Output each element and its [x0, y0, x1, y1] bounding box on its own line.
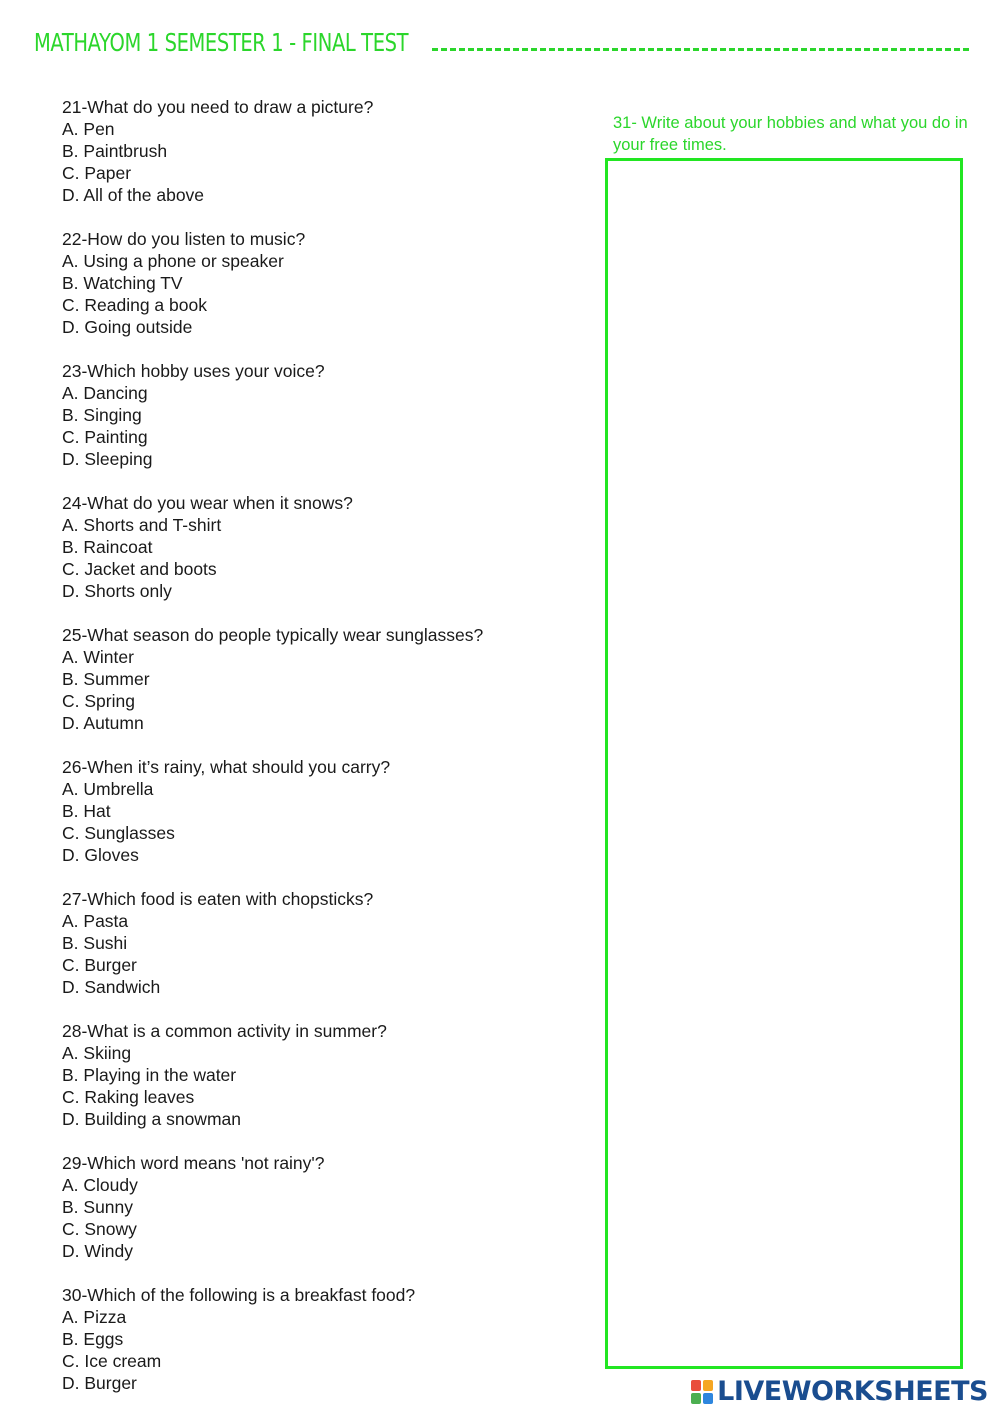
- option-c[interactable]: C. Reading a book: [62, 295, 207, 315]
- question-text: 23-Which hobby uses your voice?: [62, 361, 325, 381]
- option-c[interactable]: C. Jacket and boots: [62, 559, 217, 579]
- question-29: [62, 1152, 582, 1262]
- question-25: [62, 624, 582, 734]
- option-c[interactable]: C. Ice cream: [62, 1351, 162, 1371]
- header-dashed-line: [432, 48, 969, 51]
- question-22: [62, 228, 582, 338]
- question-text: 29-Which word means 'not rainy'?: [62, 1153, 325, 1173]
- question-text: 25-What season do people typically wear sunglasses?: [62, 625, 484, 645]
- liveworksheets-logo: [691, 1376, 988, 1407]
- option-a[interactable]: A. Winter: [62, 647, 134, 667]
- option-c[interactable]: C. Paper: [62, 163, 132, 183]
- option-a[interactable]: A. Using a phone or speaker: [62, 251, 284, 271]
- option-a[interactable]: A. Skiing: [62, 1043, 132, 1063]
- question-27: [62, 888, 582, 998]
- option-b[interactable]: B. Raincoat: [62, 537, 153, 557]
- option-b[interactable]: B. Sunny: [62, 1197, 134, 1217]
- question-text: 24-What do you wear when it snows?: [62, 493, 353, 513]
- option-c[interactable]: C. Burger: [62, 955, 137, 975]
- question-text: 30-Which of the following is a breakfast food?: [62, 1285, 416, 1305]
- option-c[interactable]: C. Snowy: [62, 1219, 137, 1239]
- question-text: 27-Which food is eaten with chopsticks?: [62, 889, 374, 909]
- option-d[interactable]: D. Sandwich: [62, 977, 161, 997]
- option-d[interactable]: D. Windy: [62, 1241, 133, 1261]
- option-a[interactable]: A. Pasta: [62, 911, 129, 931]
- option-b[interactable]: B. Sushi: [62, 933, 128, 953]
- option-c[interactable]: C. Painting: [62, 427, 148, 447]
- question-21: [62, 96, 582, 206]
- option-d[interactable]: D. Autumn: [62, 713, 144, 733]
- option-a[interactable]: A. Cloudy: [62, 1175, 138, 1195]
- option-d[interactable]: D. Sleeping: [62, 449, 153, 469]
- option-b[interactable]: B. Paintbrush: [62, 141, 168, 161]
- option-b[interactable]: B. Singing: [62, 405, 142, 425]
- option-d[interactable]: D. Going outside: [62, 317, 193, 337]
- writing-answer-box[interactable]: [605, 158, 963, 1369]
- option-c[interactable]: C. Spring: [62, 691, 135, 711]
- option-d[interactable]: D. Shorts only: [62, 581, 172, 601]
- writing-prompt: 31- Write about your hobbies and what you do in your free times.: [613, 114, 968, 154]
- page-header: [34, 28, 969, 57]
- question-list: [62, 96, 582, 1416]
- option-d[interactable]: D. Building a snowman: [62, 1109, 241, 1129]
- option-d[interactable]: D. Gloves: [62, 845, 139, 865]
- question-text: 21-What do you need to draw a picture?: [62, 97, 374, 117]
- question-text: 26-When it’s rainy, what should you carry?: [62, 757, 391, 777]
- option-b[interactable]: B. Watching TV: [62, 273, 183, 293]
- option-b[interactable]: B. Playing in the water: [62, 1065, 237, 1085]
- option-c[interactable]: C. Sunglasses: [62, 823, 175, 843]
- option-b[interactable]: B. Eggs: [62, 1329, 124, 1349]
- logo-text: LIVEWORKSHEETS: [717, 1376, 988, 1407]
- option-c[interactable]: C. Raking leaves: [62, 1087, 195, 1107]
- option-a[interactable]: A. Pen: [62, 119, 115, 139]
- option-d[interactable]: D. Burger: [62, 1373, 137, 1393]
- option-a[interactable]: A. Shorts and T-shirt: [62, 515, 222, 535]
- option-a[interactable]: A. Umbrella: [62, 779, 154, 799]
- option-a[interactable]: A. Dancing: [62, 383, 148, 403]
- question-text: 22-How do you listen to music?: [62, 229, 306, 249]
- option-d[interactable]: D. All of the above: [62, 185, 205, 205]
- question-26: [62, 756, 582, 866]
- option-a[interactable]: A. Pizza: [62, 1307, 127, 1327]
- question-24: [62, 492, 582, 602]
- question-30: [62, 1284, 582, 1394]
- question-28: [62, 1020, 582, 1130]
- option-b[interactable]: B. Summer: [62, 669, 150, 689]
- question-text: 28-What is a common activity in summer?: [62, 1021, 387, 1041]
- option-b[interactable]: B. Hat: [62, 801, 111, 821]
- liveworksheets-logo-icon: [691, 1380, 713, 1404]
- page-title: MATHAYOM 1 SEMESTER 1 - FINAL TEST: [34, 28, 409, 57]
- question-23: [62, 360, 582, 470]
